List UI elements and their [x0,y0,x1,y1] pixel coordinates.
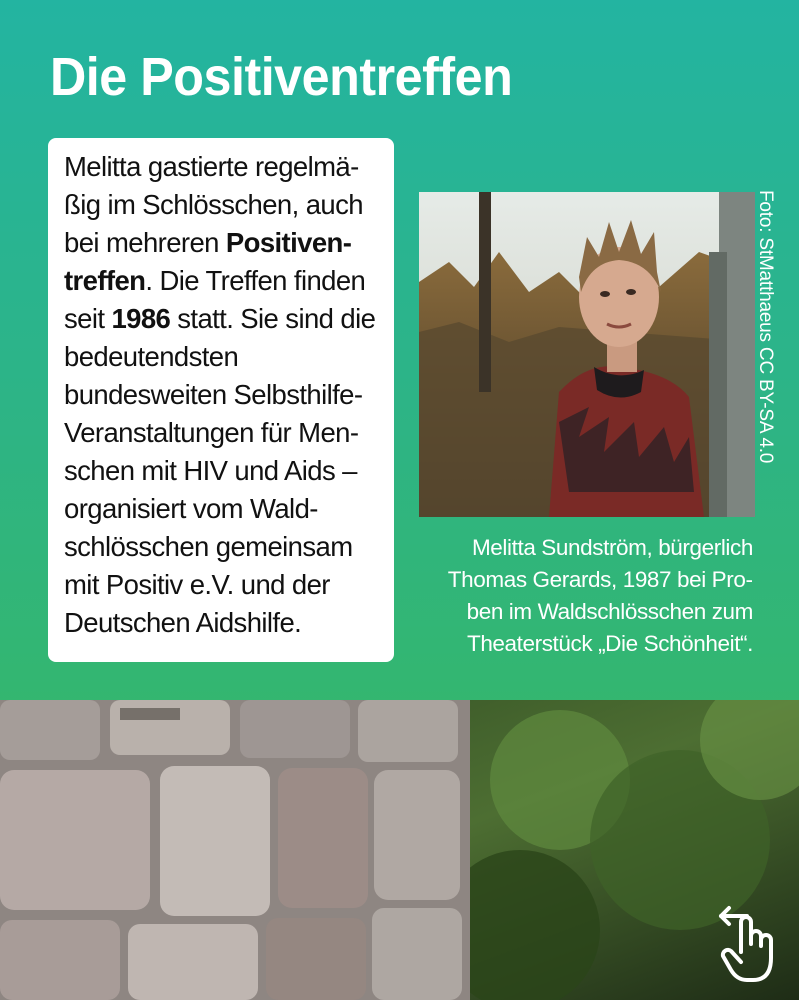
body-text-bold: 1986 [111,303,171,334]
text-box [48,138,394,662]
stone-wall-photo [0,700,799,1000]
body-text [64,148,378,642]
body-text-bold: Positiventreffen [64,227,352,296]
body-text-part: Melitta gastierte regelmäßig im Schlösschen, auch bei mehreren [64,151,363,258]
page-title: Die Positiventreffen [50,47,513,107]
portrait-photo [419,192,755,517]
swipe-hand-icon [715,904,781,984]
body-text-part: statt. Sie sind die bedeutendsten bundesweiten Selbsthilfe-Veranstaltungen für Menschen mit HIV und Aids – organisiert vom Waldschlösschen gemeinsam mit Positiv e.V. und der Deutschen Aidshilfe. [64,303,376,638]
body-text-part: . Die Treffen finden seit [64,265,366,334]
photo-credit: Foto: StMatthaeus CC BY-SA 4.0 [755,190,776,464]
photo-caption: Melitta Sundström, bürgerlich Thomas Gerards, 1987 bei Proben im Waldschlösschen zum Theaterstück „Die Schönheit“. [447,535,753,656]
